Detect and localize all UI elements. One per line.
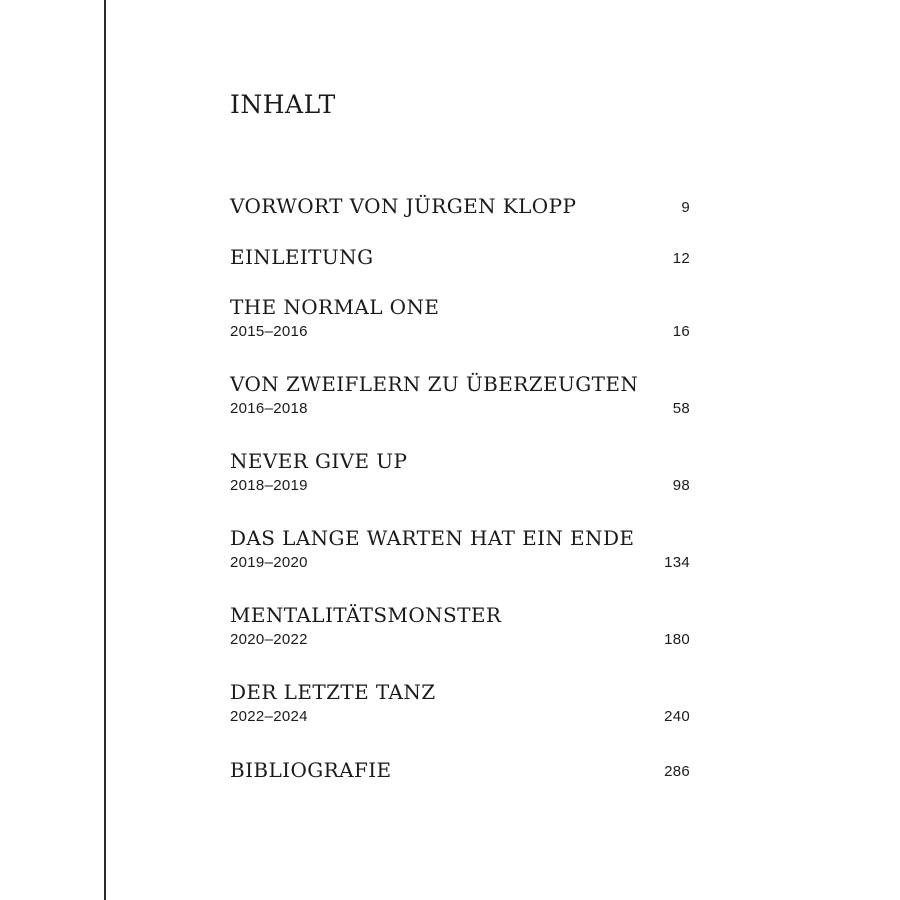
toc-entry-von-zweiflern: [230, 372, 690, 419]
toc-heading: INHALT: [230, 90, 336, 119]
toc-entry-title: VON ZWEIFLERN ZU ÜBERZEUGTEN: [230, 372, 639, 396]
toc-entry-title: BIBLIOGRAFIE: [230, 758, 392, 782]
toc-entry-never-give-up: [230, 449, 690, 496]
toc-entry-mentalitaetsmonster: [230, 603, 690, 650]
toc-entry-years: 2016–2018: [230, 400, 308, 417]
toc-entry-title: VORWORT VON JÜRGEN KLOPP: [230, 194, 577, 218]
toc-entry-bibliografie: [230, 758, 690, 782]
page-gutter-line: [104, 0, 106, 900]
toc-entry-page: 16: [672, 323, 690, 340]
toc-entry-title: DER LETZTE TANZ: [230, 680, 436, 704]
toc-entry-das-lange-warten: [230, 526, 690, 573]
toc-entry-title: EINLEITUNG: [230, 245, 374, 269]
toc-entry-page: 98: [672, 477, 690, 494]
toc-entry-page: 134: [664, 554, 690, 571]
toc-entry-years: 2019–2020: [230, 554, 308, 571]
toc-entry-der-letzte-tanz: [230, 680, 690, 727]
toc-entry-page: 240: [664, 708, 690, 725]
toc-entry-the-normal-one: [230, 295, 690, 342]
toc-entry-title: MENTALITÄTSMONSTER: [230, 603, 502, 627]
toc-entry-page: 286: [664, 763, 690, 780]
toc-entry-page: 180: [664, 631, 690, 648]
toc-entry-einleitung: [230, 245, 690, 269]
toc-entry-years: 2018–2019: [230, 477, 308, 494]
toc-entry-title: DAS LANGE WARTEN HAT EIN ENDE: [230, 526, 635, 550]
toc-entry-page: 12: [672, 250, 690, 267]
toc-entry-years: 2022–2024: [230, 708, 308, 725]
toc-entry-vorwort: [230, 194, 690, 218]
table-of-contents: [230, 0, 690, 900]
toc-entry-page: 9: [681, 199, 690, 216]
toc-entry-years: 2020–2022: [230, 631, 308, 648]
toc-entry-page: 58: [672, 400, 690, 417]
toc-entry-title: NEVER GIVE UP: [230, 449, 408, 473]
toc-entry-title: THE NORMAL ONE: [230, 295, 440, 319]
toc-entry-years: 2015–2016: [230, 323, 308, 340]
